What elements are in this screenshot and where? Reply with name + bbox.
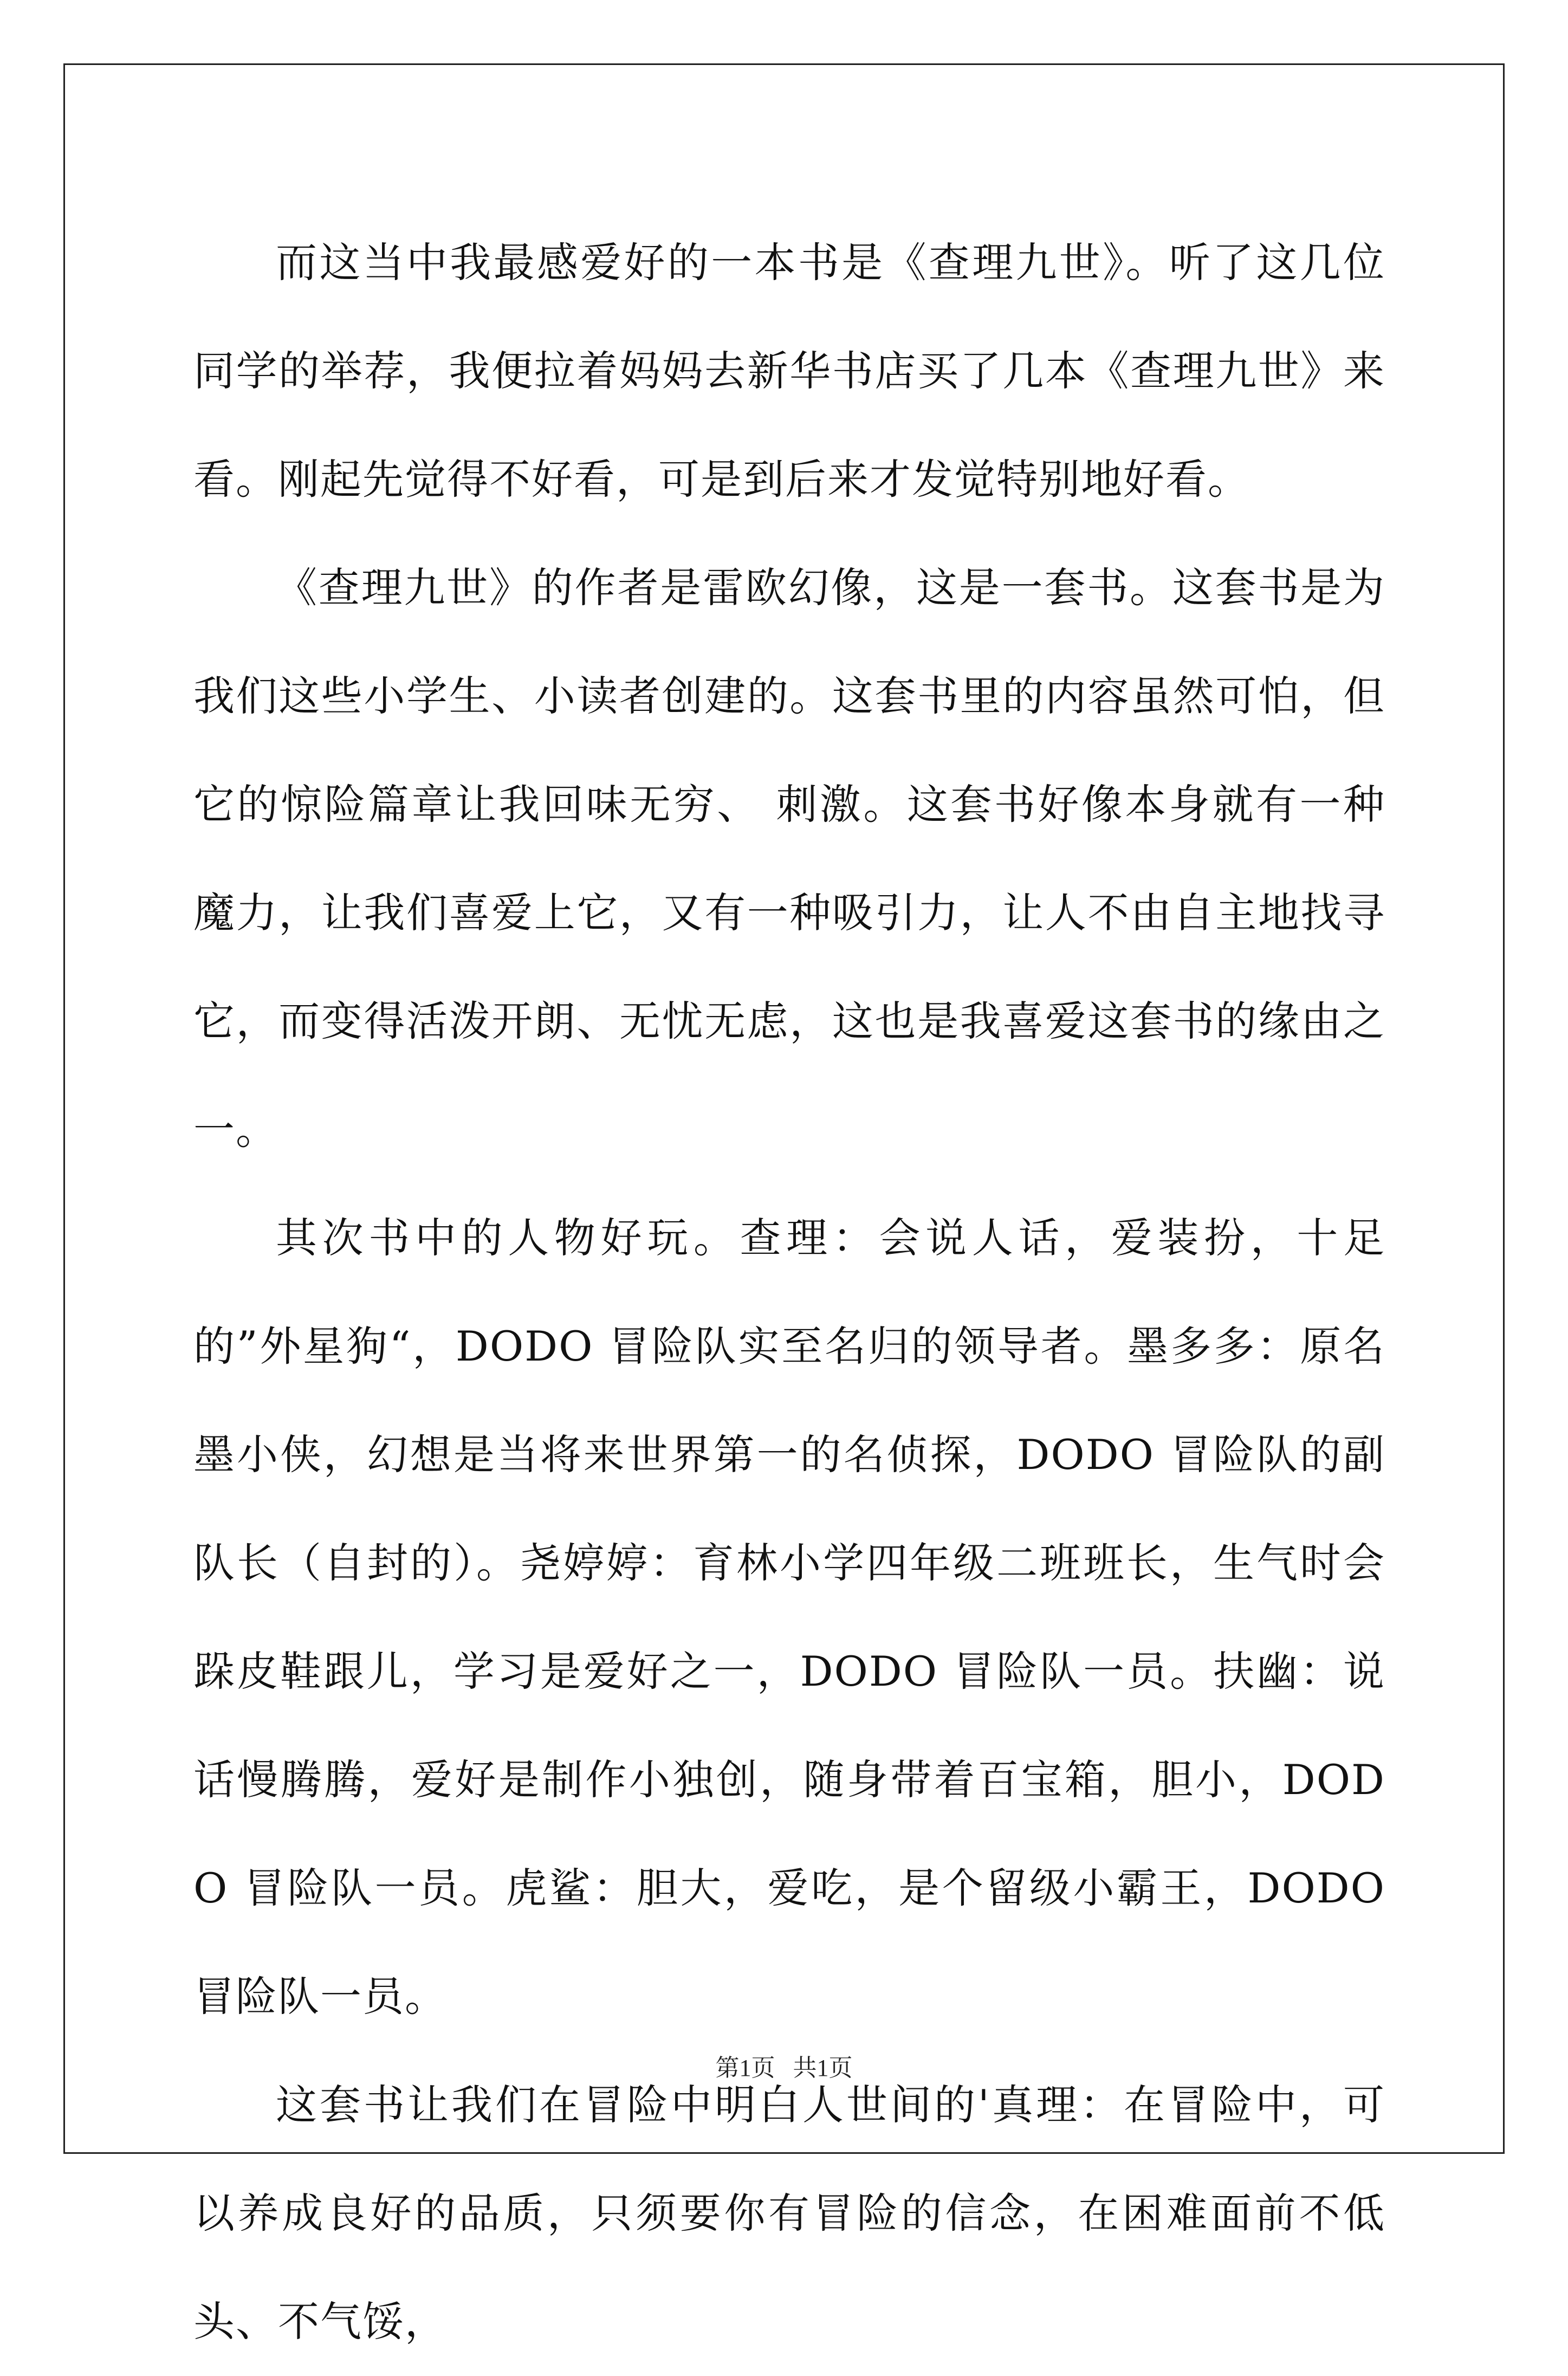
paragraph-4: 这套书让我们在冒险中明白人世间的'真理：在冒险中，可以养成良好的品质，只须要你有冒险的信念，在困难面前不低头、不气馁， (193, 2081, 1385, 2346)
paragraph-3: 其次书中的人物好玩。查理：会说人话，爱装扮，十足的”外星狗“，DODO 冒险队实至名归的领导者。墨多多：原名墨小侠，幻想是当将来世界第一的名侦探，DODO 冒险队的副队长（自封的）。尧婷婷：育林小学四年级二班班长，生气时会跺皮鞋跟儿，学习是爱好之一，DODO 冒险队一员。扶幽：说话慢腾腾，爱好是制作小独创，随身带着百宝箱，胆小，DODO 冒险队一员。虎鲨：胆大，爱吃，是个留级小霸王，DODO 冒险队一员。 (193, 1214, 1385, 2021)
page-number: 第1页 共1页 (715, 2055, 853, 2081)
paragraph-1: 而这当中我最感爱好的一本书是《查理九世》。听了这几位同学的举荐，我便拉着妈妈去新华书店买了几本《查理九世》来看。刚起先觉得不好看，可是到后来才发觉特别地好看。 (193, 238, 1385, 503)
paragraph-2: 《查理九世》的作者是雷欧幻像，这是一套书。这套书是为我们这些小学生、小读者创建的。这套书里的内容虽然可怕，但它的惊险篇章让我回味无穷、 刺激。这套书好像本身就有一种魔力，让我们喜爱上它，又有一种吸引力，让人不由自主地找寻它，而变得活泼开朗、无忧无虑，这也是我喜爱这套书的缘由之一。 (193, 564, 1385, 1154)
